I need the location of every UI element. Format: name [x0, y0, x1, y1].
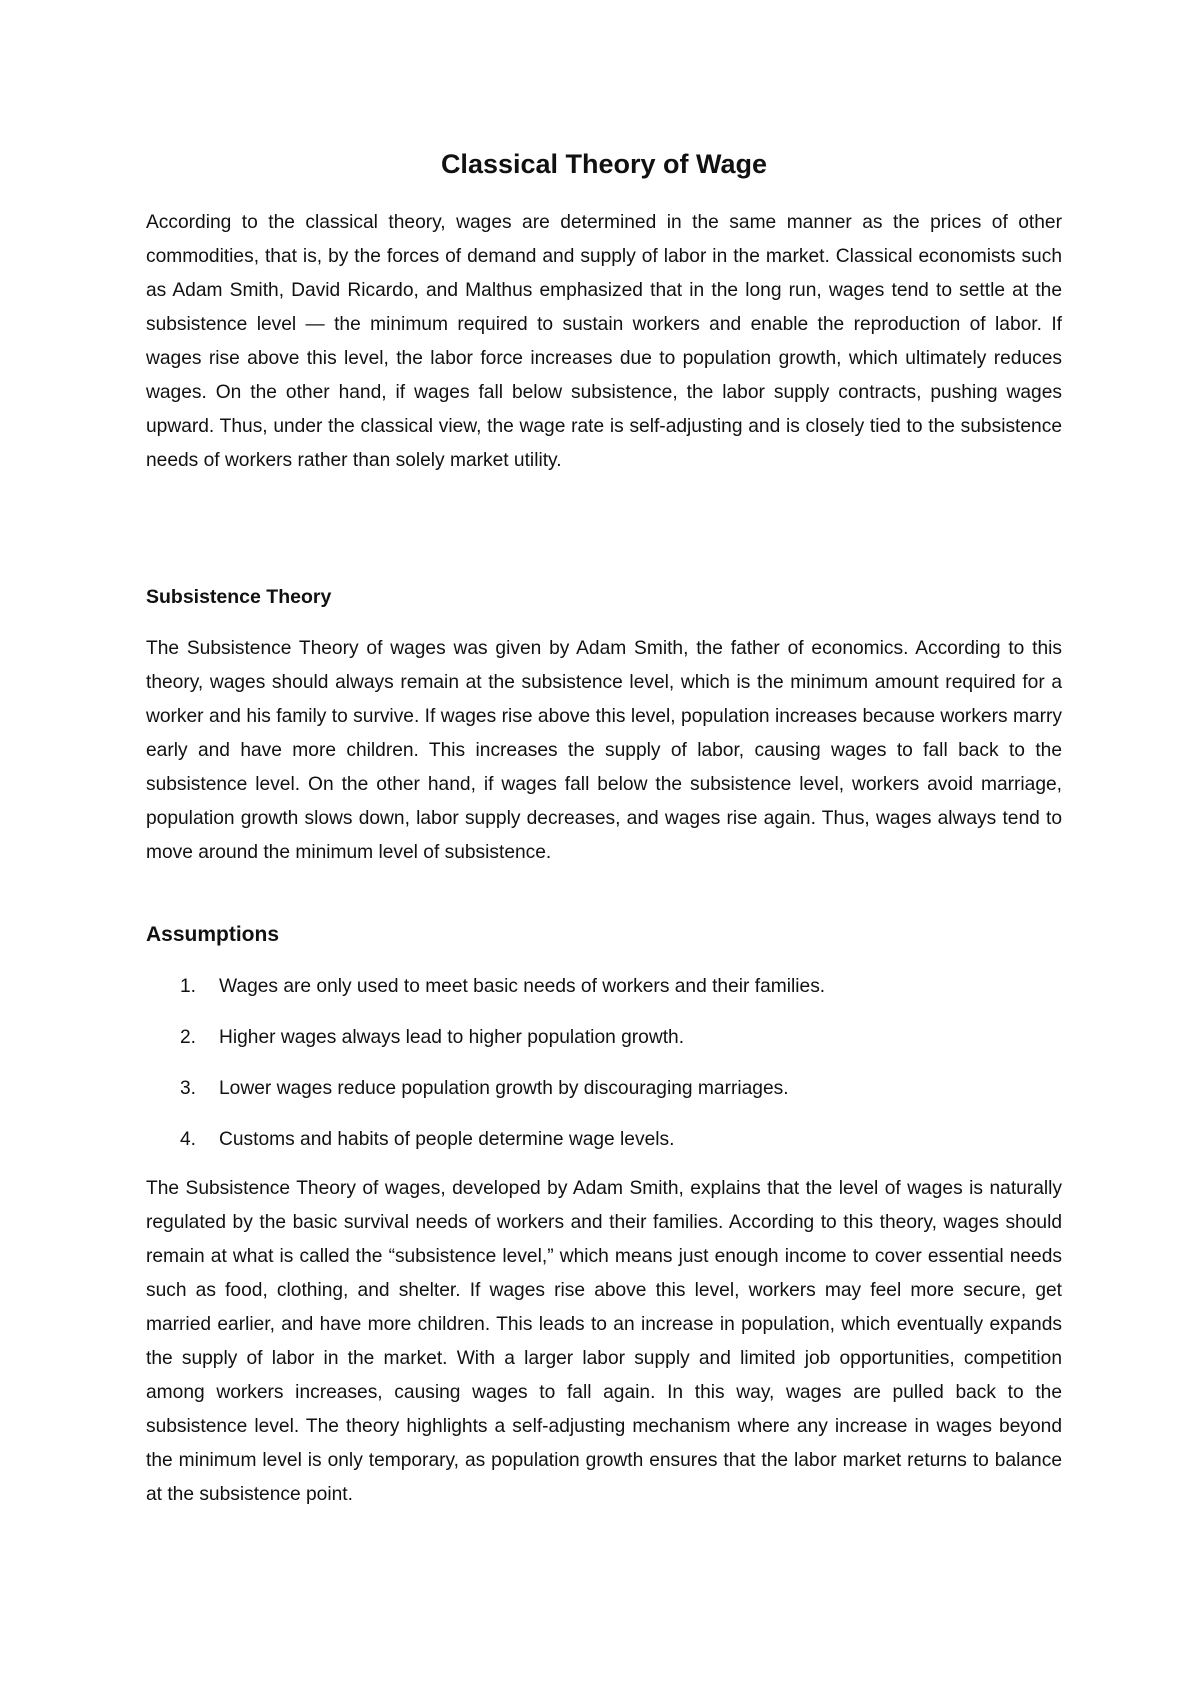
assumptions-heading: Assumptions [146, 923, 280, 946]
list-item-text: Higher wages always lead to higher population growth. [219, 1027, 685, 1048]
list-item-number: 1. [180, 976, 197, 997]
intro-paragraph: According to the classical theory, wages are determined in the same manner as the prices of other commodities, that is, by the forces of demand and supply of labor in the market. Classical economists such as Adam Smith, David Ricardo, and Malthus emphasized that in the long run, wages tend to settle at the subsistence level — the minimum required to sustain workers and enable the reproduction of labor. If wages rise above this level, the labor force increases due to population growth, which ultimately reduces wages. On the other hand, if wages fall below subsistence, the labor supply contracts, pushing wages upward. Thus, under the classical view, the wage rate is self-adjusting and is closely tied to the subsistence needs of workers rather than solely market utility. [146, 212, 1062, 471]
closing-paragraph: The Subsistence Theory of wages, developed by Adam Smith, explains that the level of wages is naturally regulated by the basic survival needs of workers and their families. According to this theory, wages should remain at what is called the “subsistence level,” which means just enough income to cover essential needs such as food, clothing, and shelter. If wages rise above this level, workers may feel more secure, get married earlier, and have more children. This leads to an increase in population, which eventually expands the supply of labor in the market. With a larger labor supply and limited job opportunities, competition among workers increases, causing wages to fall again. In this way, wages are pulled back to the subsistence level. The theory highlights a self-adjusting mechanism where any increase in wages beyond the minimum level is only temporary, as population growth ensures that the labor market returns to balance at the subsistence point. [146, 1178, 1062, 1505]
list-item-text: Customs and habits of people determine wage levels. [219, 1129, 675, 1150]
assumptions-list [146, 970, 1062, 1174]
subsistence-theory-paragraph: The Subsistence Theory of wages was given by Adam Smith, the father of economics. According to this theory, wages should always remain at the subsistence level, which is the minimum amount required for a worker and his family to survive. If wages rise above this level, population increases because workers marry early and have more children. This increases the supply of labor, causing wages to fall back to the subsistence level. On the other hand, if wages fall below the subsistence level, workers avoid marriage, population growth slows down, labor supply decreases, and wages rise again. Thus, wages always tend to move around the minimum level of subsistence. [146, 638, 1062, 863]
list-item-text: Lower wages reduce population growth by discouraging marriages. [219, 1078, 789, 1099]
list-item-text: Wages are only used to meet basic needs of workers and their families. [219, 976, 826, 997]
list-item [146, 1123, 1062, 1174]
document-page [146, 0, 1062, 1696]
list-item-number: 3. [180, 1078, 197, 1099]
document-title: Classical Theory of Wage [440, 149, 768, 179]
list-item [146, 1072, 1062, 1123]
subsistence-theory-heading: Subsistence Theory [146, 586, 332, 608]
list-item [146, 970, 1062, 1021]
list-item-number: 4. [180, 1129, 197, 1150]
list-item [146, 1021, 1062, 1072]
list-item-number: 2. [180, 1027, 197, 1048]
